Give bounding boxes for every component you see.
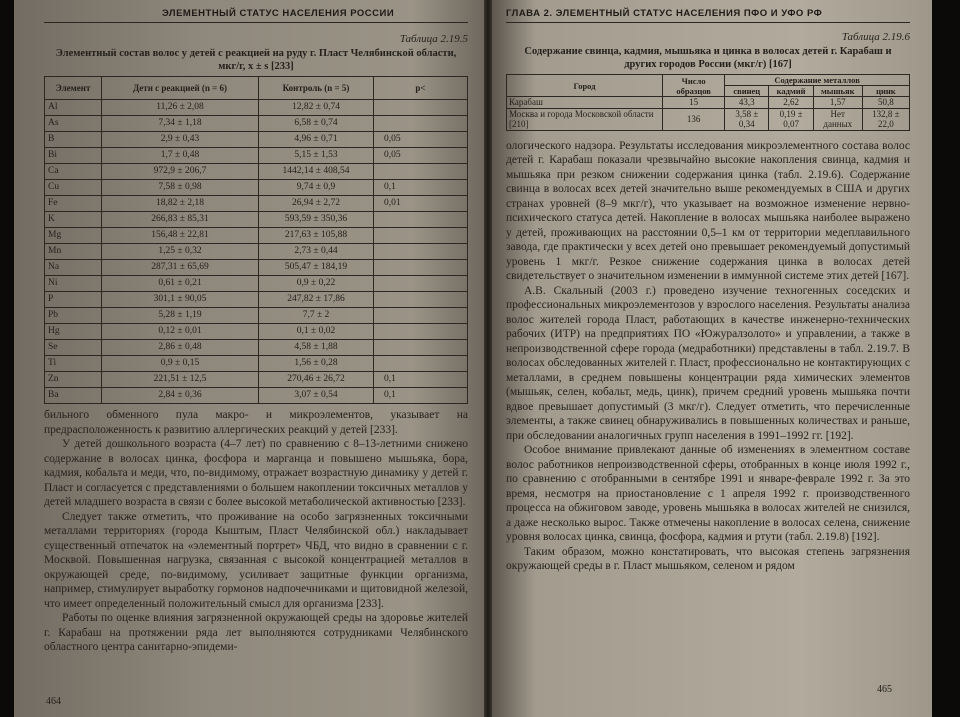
table-cell: 6,58 ± 0,74	[259, 116, 374, 132]
table-cell: 43,3	[725, 97, 769, 109]
table-cell: 270,46 ± 26,72	[259, 372, 374, 388]
table-cell: P	[45, 292, 102, 308]
left-page	[14, 0, 484, 717]
table-cell: Fe	[45, 196, 102, 212]
table-row	[45, 372, 468, 388]
table-row	[45, 356, 468, 372]
right-text-block	[506, 139, 910, 574]
table-cell	[374, 292, 468, 308]
table-cell	[374, 164, 468, 180]
table-header-row	[507, 75, 910, 86]
table-cell: 1,25 ± 0,32	[102, 244, 259, 260]
paragraph: У детей дошкольного возраста (4–7 лет) по сравнению с 8–13-летними снижено содержание в волосах цинка, фосфора и марганца и повышено мышьяка, бора, кадмия, кобальта и меди, что, по-видимому, отражает возрастную динамику у детей г. Пласт и согласуется с представлениями о большем накоплении токсичных металлов у детей младшего возраста в связи с более высокой метаболической активностью [233].	[44, 438, 468, 508]
column-header: мышьяк	[813, 86, 862, 97]
table-cell: Bi	[45, 148, 102, 164]
running-head-left: ЭЛЕМЕНТНЫЙ СТАТУС НАСЕЛЕНИЯ РОССИИ	[44, 2, 468, 23]
table-cell: 0,1	[374, 180, 468, 196]
column-header: свинец	[725, 86, 769, 97]
table-cell: 1,57	[813, 97, 862, 109]
table-row	[45, 164, 468, 180]
table-cell: 0,1	[374, 388, 468, 404]
table-cell: 132,8 ± 22,0	[862, 108, 909, 130]
column-group-header: Содержание металлов	[725, 75, 910, 86]
table-cell: 5,15 ± 1,53	[259, 148, 374, 164]
table-cell: 0,61 ± 0,21	[102, 276, 259, 292]
table-cell: 2,9 ± 0,43	[102, 132, 259, 148]
table-cell: 1,7 ± 0,48	[102, 148, 259, 164]
table-body	[45, 100, 468, 404]
table-cell: Se	[45, 340, 102, 356]
table-cell: K	[45, 212, 102, 228]
table-cell: 0,9 ± 0,22	[259, 276, 374, 292]
table-cell: 0,05	[374, 148, 468, 164]
column-header: Элемент	[45, 77, 102, 100]
table-cell: 0,1 ± 0,02	[259, 324, 374, 340]
element-composition-table	[44, 76, 468, 404]
left-text-block	[44, 408, 468, 655]
table-cell: 593,59 ± 350,36	[259, 212, 374, 228]
table-cell: Cu	[45, 180, 102, 196]
table-cell: 3,58 ± 0,34	[725, 108, 769, 130]
table-cell: 7,58 ± 0,98	[102, 180, 259, 196]
table-cell: Mn	[45, 244, 102, 260]
table-cell: Hg	[45, 324, 102, 340]
column-header: кадмий	[769, 86, 813, 97]
table-cell: 50,8	[862, 97, 909, 109]
table-number-left: Таблица 2.19.5	[399, 33, 468, 45]
table-row	[45, 132, 468, 148]
table-cell: 0,1	[374, 372, 468, 388]
table-cell: 9,74 ± 0,9	[259, 180, 374, 196]
table-row	[45, 148, 468, 164]
table-cell: 2,73 ± 0,44	[259, 244, 374, 260]
table-body	[507, 97, 910, 131]
column-header: цинк	[862, 86, 909, 97]
table-cell: Ba	[45, 388, 102, 404]
paragraph: ологического надзора. Результаты исследования микроэлементного состава волос детей г. Карабаш показали чрезвычайно высокие накопления свинца, кадмия и мышьяка при резком снижении содержания цинка (табл. 2.19.6). Содержание свинца в волосах всех детей значительно выше рекомендуемых в США и других странах уровней (8–9 мкг/г), что указывает на возможное изменение нервно-психического статуса детей. Накопление в волосах мышьяка наиболее выражено у детей, проживающих на расстоянии 0,5–1 км от территории медеплавильного завода, где практически у всех детей оно превышает рекомендуемый допустимый уровень 1 мкг/г. Резкое снижение содержания цинка в волосах детей свидетельствует о значительном изменении в иммунной системе этих детей [167].	[506, 139, 910, 283]
table-cell	[374, 276, 468, 292]
table-row	[45, 276, 468, 292]
table-cell: Карабаш	[507, 97, 663, 109]
table-cell: 0,01	[374, 196, 468, 212]
table-cell	[374, 212, 468, 228]
table-cell: 2,62	[769, 97, 813, 109]
table-cell	[374, 228, 468, 244]
table-cell: 221,51 ± 12,5	[102, 372, 259, 388]
table-cell: 11,26 ± 2,08	[102, 100, 259, 116]
table-cell	[374, 260, 468, 276]
running-head-right: ГЛАВА 2. ЭЛЕМЕНТНЫЙ СТАТУС НАСЕЛЕНИЯ ПФО И УФО РФ	[506, 2, 910, 23]
table-row	[507, 108, 910, 130]
paragraph: Таким образом, можно констатировать, что высокая степень загрязнения окружающей среды в г. Пласт мышьяком, селеном и рядом	[506, 545, 910, 573]
table-row	[45, 116, 468, 132]
table-cell	[374, 324, 468, 340]
table-cell: Нет данных	[813, 108, 862, 130]
table-row	[45, 308, 468, 324]
page-number-right: 465	[877, 684, 892, 695]
metals-content-table	[506, 74, 910, 131]
table-cell: 1,56 ± 0,28	[259, 356, 374, 372]
book-spine	[484, 0, 492, 717]
table-cell: 4,96 ± 0,71	[259, 132, 374, 148]
table-cell: Al	[45, 100, 102, 116]
table-row	[45, 388, 468, 404]
table-cell: 156,48 ± 22,81	[102, 228, 259, 244]
table-cell: As	[45, 116, 102, 132]
table-cell	[374, 116, 468, 132]
table-cell: 505,47 ± 184,19	[259, 260, 374, 276]
table-cell: 136	[663, 108, 725, 130]
table-cell: Ti	[45, 356, 102, 372]
table-cell: 5,28 ± 1,19	[102, 308, 259, 324]
table-cell: 18,82 ± 2,18	[102, 196, 259, 212]
table-title-left: Элементный состав волос у детей с реакцией на руду г. Пласт Челябинской области, мкг/г, x ± s [233]	[55, 48, 457, 72]
table-cell: 12,82 ± 0,74	[259, 100, 374, 116]
table-cell: 4,58 ± 1,88	[259, 340, 374, 356]
table-cell: Zn	[45, 372, 102, 388]
table-row	[45, 324, 468, 340]
column-header: Число образцов	[663, 75, 725, 97]
table-number-right: Таблица 2.19.6	[841, 31, 910, 43]
page-number-left: 464	[46, 696, 61, 707]
table-cell: 0,12 ± 0,01	[102, 324, 259, 340]
paragraph: бильного обменного пула макро- и микроэлементов, указывает на предрасположенность к развитию аллергических реакций у детей [233].	[44, 409, 468, 436]
table-header-row	[45, 77, 468, 100]
table-cell: 972,9 ± 206,7	[102, 164, 259, 180]
table-cell: Ni	[45, 276, 102, 292]
table-cell	[374, 308, 468, 324]
table-row	[45, 244, 468, 260]
paragraph: Следует также отметить, что проживание на особо загрязненных токсичными металлами территориях (города Кыштым, Пласт Челябинской обл.) накладывает существенный отпечаток на «элементный портрет» ЧБД, что видно в сравнении с г. Москвой. Повышенная нагрузка, связанная с высокой концентрацией металлов в окружающей среде, по-видимому, усиливает защитные функции организма, например, стимулирует выработку гормонов надпочечниками и щитовидной железой, что имеет определенный положительный смысл для организма [233].	[44, 510, 468, 610]
table-cell: Ca	[45, 164, 102, 180]
column-header: Контроль (n = 5)	[259, 77, 374, 100]
table-cell: 217,63 ± 105,88	[259, 228, 374, 244]
table-row	[45, 212, 468, 228]
table-cell: 7,7 ± 2	[259, 308, 374, 324]
table-row	[45, 180, 468, 196]
table-cell: 0,05	[374, 132, 468, 148]
table-row	[45, 196, 468, 212]
table-cell	[374, 340, 468, 356]
paragraph: Особое внимание привлекают данные об изменениях в элементном составе волос работников непроизводственной сферы, отобранных в конце июля 1992 г., по сравнению с отобранными в сентябре 1991 и январе-феврале 1992 г. За это время, несмотря на приостановление с 1 апреля 1992 г. производственного процесса на обжиговом заводе, уровень мышьяка в волосах жителей не снизился, а даже несколько вырос. Также отмечены накопление в волосах селена, снижение уровня волосах цинка, свинца, фосфора, кадмия и ртути (табл. 2.19.8) [192].	[506, 444, 910, 544]
table-cell: 2,86 ± 0,48	[102, 340, 259, 356]
table-cell	[374, 356, 468, 372]
table-cell: 26,94 ± 2,72	[259, 196, 374, 212]
table-row	[507, 97, 910, 109]
table-row	[45, 100, 468, 116]
table-cell: 266,83 ± 85,31	[102, 212, 259, 228]
table-cell: B	[45, 132, 102, 148]
column-header: Дети с реакцией (n = 6)	[102, 77, 259, 100]
paragraph: Работы по оценке влияния загрязненной окружающей среды на здоровье жителей г. Карабаш на протяжении ряда лет выполняются сотрудниками Челябинского областного центра санитарно-эпидеми-	[44, 612, 468, 653]
table-cell: Pb	[45, 308, 102, 324]
paragraph: А.В. Скальный (2003 г.) проведено изучение техногенных соседских и профессиональных микроэлементозов у взрослого населения. Результаты анализа волос жителей города Пласт, работающих в качестве инженерно-технических рабочих (ИТР) на предприятиях ПО «Южуралзолото» и управлении, а также в непроизводственной сфере города (медработники) представлены в табл. 2.19.7. В волосах обследованных жителей г. Пласт, профессионально не контактирующих с металлами, в среднем повышены концентрации ряда химических элементов (мышьяк, селен, кобальт, медь, цинк), причем средний уровень мышьяка почти вдвое превышает допустимый (3 мкг/г). Следует отметить, что перечисленные элементы, а также свинец обнаруживались в повышенных количествах и раньше, при обследовании аналогичных групп населения в 1991–1992 гг. [192].	[506, 284, 910, 442]
right-page	[492, 0, 932, 717]
table-cell: 301,1 ± 90,05	[102, 292, 259, 308]
table-cell: 3,07 ± 0,54	[259, 388, 374, 404]
table-cell: 0,19 ± 0,07	[769, 108, 813, 130]
table-cell: 0,9 ± 0,15	[102, 356, 259, 372]
table-cell: Mg	[45, 228, 102, 244]
column-header: p<	[374, 77, 468, 100]
table-row	[45, 260, 468, 276]
table-row	[45, 292, 468, 308]
table-row	[45, 340, 468, 356]
table-cell	[374, 244, 468, 260]
table-row	[45, 228, 468, 244]
table-cell	[374, 100, 468, 116]
table-cell: 2,84 ± 0,36	[102, 388, 259, 404]
table-cell: 287,31 ± 65,69	[102, 260, 259, 276]
table-cell: 1442,14 ± 408,54	[259, 164, 374, 180]
table-title-right: Содержание свинца, кадмия, мышьяка и цинка в волосах детей г. Карабаш и других городов России (мкг/г) [167]	[524, 46, 892, 70]
table-cell: Москва и города Московской области [210]	[507, 108, 663, 130]
table-cell: 15	[663, 97, 725, 109]
table-cell: Na	[45, 260, 102, 276]
table-cell: 247,82 ± 17,86	[259, 292, 374, 308]
column-header: Город	[507, 75, 663, 97]
table-cell: 7,34 ± 1,18	[102, 116, 259, 132]
